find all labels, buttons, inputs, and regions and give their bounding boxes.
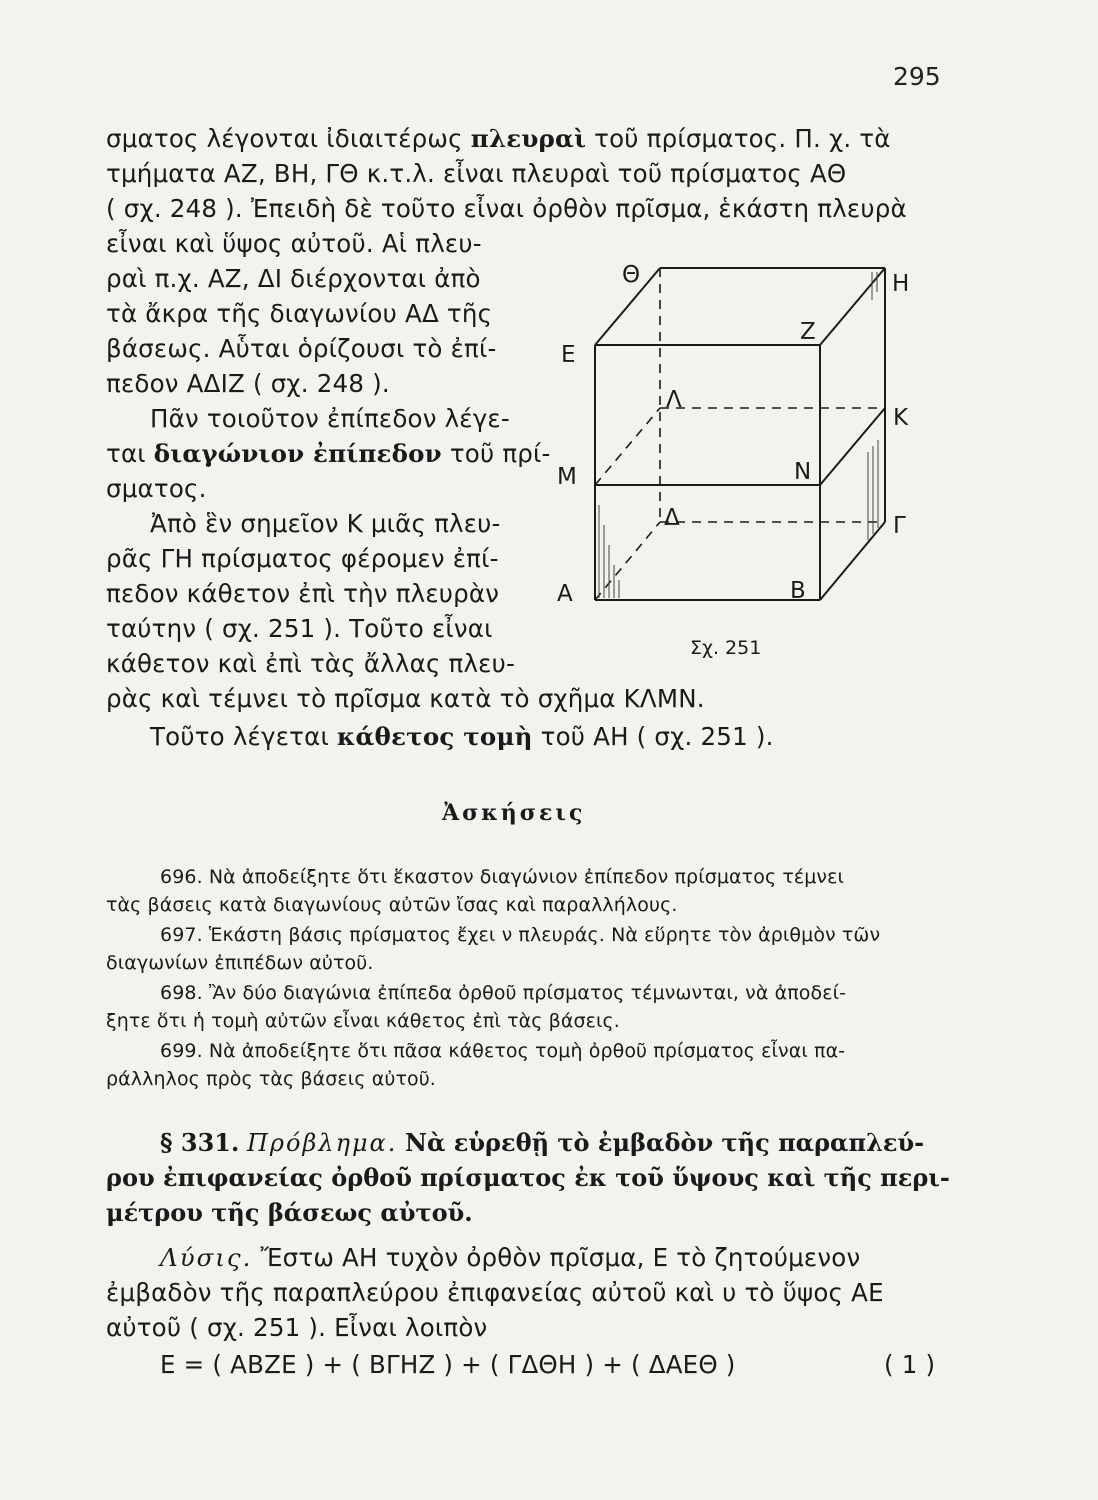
solution-line: αὐτοῦ ( σχ. 251 ). Εἶναι λοιπὸν xyxy=(106,1313,488,1342)
section-label: Πρόβλημα. xyxy=(247,1129,398,1157)
solution-line: ἐμβαδὸν τῆς παραπλεύρου ἐπιφανείας αὐτοῦ καὶ υ τὸ ὕψος ΑΕ xyxy=(106,1278,884,1307)
text-span: σματος λέγονται ἰδιαιτέρως xyxy=(106,124,471,153)
equation-number: ( 1 ) xyxy=(884,1350,936,1379)
exercise-698-cont: ξητε ὅτι ἡ τομὴ αὐτῶν εἶναι κάθετος ἐπὶ τὰς βάσεις. xyxy=(106,1010,620,1032)
label-epsilon: Ε xyxy=(561,342,576,368)
text-span: τοῦ ΑΗ ( σχ. 251 ). xyxy=(532,722,774,751)
text-line xyxy=(106,439,551,468)
label-nu: Ν xyxy=(794,459,812,485)
exercises-heading: Ἀσκήσεις xyxy=(442,800,586,826)
bold-term: διαγώνιον ἐπίπεδον xyxy=(153,439,442,468)
text-line: πεδον κάθετον ἐπὶ τὴν πλευρὰν xyxy=(106,579,500,608)
text-line xyxy=(106,124,891,153)
page-number: 295 xyxy=(893,62,941,91)
text-line: τὰ ἄκρα τῆς διαγωνίου ΑΔ τῆς xyxy=(106,299,493,328)
text-line: βάσεως. Αὗται ὁρίζουσι τὸ ἐπί- xyxy=(106,334,497,363)
section-title: Νὰ εὑρεθῇ τὸ ἐμβαδὸν τῆς παραπλεύ- xyxy=(405,1128,925,1157)
label-delta: Δ xyxy=(664,505,680,531)
section-title-cont: μέτρου τῆς βάσεως αὐτοῦ. xyxy=(106,1198,473,1227)
exercise-698: 698. Ἂν δύο διαγώνια ἐπίπεδα ὀρθοῦ πρίσματος τέμνωνται, νὰ ἀποδεί- xyxy=(160,982,847,1004)
equation: Ε = ( ΑΒΖΕ ) + ( ΒΓΗΖ ) + ( ΓΔΘΗ ) + ( ΔΑΕΘ ) xyxy=(160,1350,736,1379)
label-beta: Β xyxy=(790,578,806,604)
exercise-696-cont: τὰς βάσεις κατὰ διαγωνίους αὐτῶν ἴσας καὶ παραλλήλους. xyxy=(106,894,678,916)
exercise-697-cont: διαγωνίων ἐπιπέδων αὐτοῦ. xyxy=(106,952,374,974)
solution-line xyxy=(160,1243,860,1272)
section-number: § 331. xyxy=(160,1128,240,1157)
text-line: ρὰς καὶ τέμνει τὸ πρῖσμα κατὰ τὸ σχῆμα ΚΛΜΝ. xyxy=(106,684,705,713)
text-line xyxy=(150,722,774,751)
text-line: ταύτην ( σχ. 251 ). Τοῦτο εἶναι xyxy=(106,614,493,643)
exercise-699-cont: ράλληλος πρὸς τὰς βάσεις αὐτοῦ. xyxy=(106,1068,436,1090)
label-mu: Μ xyxy=(557,464,577,490)
text-span: Ἔστω ΑΗ τυχὸν ὀρθὸν πρῖσμα, Ε τὸ ζητούμενον xyxy=(260,1243,861,1272)
label-eta: Η xyxy=(892,271,910,297)
label-kappa: Κ xyxy=(893,405,909,431)
text-line: εἶναι καὶ ὕψος αὐτοῦ. Αἱ πλευ- xyxy=(106,229,482,258)
label-alpha: Α xyxy=(557,581,573,607)
section-331-title xyxy=(160,1128,924,1157)
text-line: κάθετον καὶ ἐπὶ τὰς ἄλλας πλευ- xyxy=(106,649,516,678)
figure-caption: Σχ. 251 xyxy=(690,637,762,659)
bold-term: κάθετος τομὴ xyxy=(336,722,533,751)
text-line: πεδον ΑΔΙΖ ( σχ. 248 ). xyxy=(106,369,390,398)
exercise-697: 697. Ἑκάστη βάσις πρίσματος ἔχει ν πλευράς. Νὰ εὕρητε τὸν ἀριθμὸν τῶν xyxy=(160,924,881,946)
text-span: ται xyxy=(106,439,154,468)
text-line: τμήματα ΑΖ, ΒΗ, ΓΘ κ.τ.λ. εἶναι πλευραὶ τοῦ πρίσματος ΑΘ xyxy=(106,159,847,188)
prism-figure xyxy=(548,252,928,672)
label-lambda: Λ xyxy=(666,387,682,413)
exercise-696: 696. Νὰ ἀποδείξητε ὅτι ἕκαστον διαγώνιον ἐπίπεδον πρίσματος τέμνει xyxy=(160,866,845,888)
bold-term: πλευραὶ xyxy=(470,124,587,153)
label-theta: Θ xyxy=(622,262,641,288)
section-title-cont: ρου ἐπιφανείας ὀρθοῦ πρίσματος ἐκ τοῦ ὕψους καὶ τῆς περι- xyxy=(106,1163,950,1192)
text-span: τοῦ πρί- xyxy=(441,439,551,468)
text-line: ( σχ. 248 ). Ἐπειδὴ δὲ τοῦτο εἶναι ὀρθὸν πρῖσμα, ἑκάστη πλευρὰ xyxy=(106,194,907,223)
label-gamma: Γ xyxy=(893,513,906,539)
text-line: ρᾶς ΓΗ πρίσματος φέρομεν ἐπί- xyxy=(106,544,499,573)
label-zeta: Ζ xyxy=(800,319,816,345)
solution-label: Λύσις. xyxy=(160,1243,253,1272)
text-line: σματος. xyxy=(106,474,207,503)
text-line: Πᾶν τοιοῦτον ἐπίπεδον λέγε- xyxy=(150,404,510,433)
exercise-699: 699. Νὰ ἀποδείξητε ὅτι πᾶσα κάθετος τομὴ ὀρθοῦ πρίσματος εἶναι πα- xyxy=(160,1040,846,1062)
text-span: Τοῦτο λέγεται xyxy=(150,722,337,751)
text-span: τοῦ πρίσματος. Π. χ. τὰ xyxy=(586,124,891,153)
text-line: ραὶ π.χ. ΑΖ, ΔΙ διέρχονται ἀπὸ xyxy=(106,264,481,293)
text-line: Ἀπὸ ἓν σημεῖον Κ μιᾶς πλευ- xyxy=(150,509,501,538)
